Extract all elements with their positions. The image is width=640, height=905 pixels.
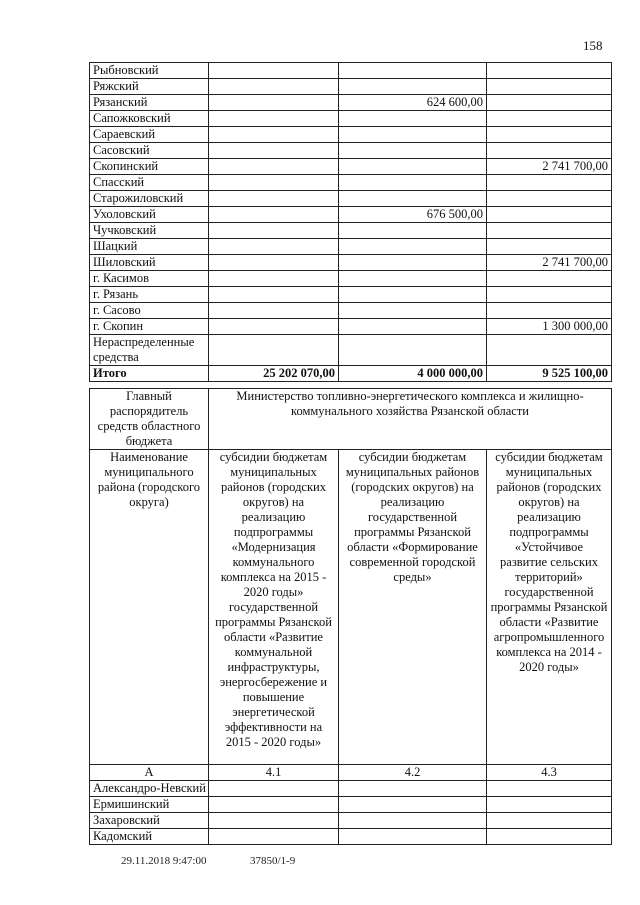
amount-c3 (487, 207, 612, 223)
amount-c3 (487, 143, 612, 159)
amount-cell (209, 797, 339, 813)
amount-c2 (339, 271, 487, 287)
page-number: 158 (583, 38, 603, 53)
municipality-name: Сараевский (90, 127, 209, 143)
amount-c2 (339, 79, 487, 95)
table-row (90, 829, 612, 845)
table-row (90, 95, 612, 111)
amount-c2 (339, 319, 487, 335)
table-row (90, 255, 612, 271)
amount-c2 (339, 143, 487, 159)
table-row (90, 207, 612, 223)
amount-cell (339, 813, 487, 829)
allocation-table-bottom (89, 388, 612, 845)
index-cell-4-1: 4.1 (209, 765, 339, 781)
amount-c1 (209, 271, 339, 287)
municipality-name: г. Касимов (90, 271, 209, 287)
table-row (90, 271, 612, 287)
amount-cell (339, 829, 487, 845)
amount-c2 (339, 335, 487, 366)
amount-c1 (209, 223, 339, 239)
table-row (90, 797, 612, 813)
table-row (90, 781, 612, 797)
footer-timestamp: 29.11.2018 9:47:00 (121, 855, 207, 867)
amount-c1 (209, 95, 339, 111)
amount-c3 (487, 271, 612, 287)
column-title-4-3: субсидии бюджетам муниципальных районов (городских округов) на реализацию подпрограммы «Устойчивое развитие сельских территорий» государственной программы Рязанской области «Развитие агропромышленного комплекса на 2014 - 2020 годы» (487, 450, 612, 765)
amount-c2 (339, 159, 487, 175)
amount-c1 (209, 255, 339, 271)
index-cell-4-2: 4.2 (339, 765, 487, 781)
table-row (90, 127, 612, 143)
amount-c1 (209, 79, 339, 95)
amount-c3 (487, 191, 612, 207)
municipality-name: Рыбновский (90, 63, 209, 79)
amount-c1 (209, 159, 339, 175)
amount-cell (487, 829, 612, 845)
total-c1: 25 202 070,00 (209, 366, 339, 382)
amount-c2 (339, 303, 487, 319)
table-row (90, 175, 612, 191)
column-titles-row (90, 450, 612, 765)
amount-c3 (487, 239, 612, 255)
municipality-name: Старожиловский (90, 191, 209, 207)
amount-c3 (487, 223, 612, 239)
amount-cell (487, 797, 612, 813)
amount-cell (339, 781, 487, 797)
footer-doc-id: 37850/1-9 (250, 855, 296, 867)
amount-cell (209, 829, 339, 845)
table-row (90, 63, 612, 79)
amount-c3 (487, 127, 612, 143)
total-c2: 4 000 000,00 (339, 366, 487, 382)
table-row (90, 319, 612, 335)
amount-c3 (487, 175, 612, 191)
amount-c1 (209, 63, 339, 79)
amount-c2 (339, 223, 487, 239)
table-row (90, 223, 612, 239)
amount-cell (487, 781, 612, 797)
amount-c2 (339, 127, 487, 143)
total-label: Итого (90, 366, 209, 382)
municipality-name: Шиловский (90, 255, 209, 271)
amount-c3 (487, 111, 612, 127)
amount-c1 (209, 175, 339, 191)
table-row (90, 335, 612, 366)
municipality-name: Рязанский (90, 95, 209, 111)
amount-c2 (339, 111, 487, 127)
header-cell-ministry: Министерство топливно-энергетического комплекса и жилищно-коммунального хозяйства Рязанской области (209, 389, 612, 450)
table-row (90, 813, 612, 829)
table-row (90, 239, 612, 255)
table-row (90, 287, 612, 303)
amount-c1 (209, 111, 339, 127)
municipality-name: Ухоловский (90, 207, 209, 223)
amount-c1 (209, 319, 339, 335)
amount-c1 (209, 335, 339, 366)
municipality-name: Скопинский (90, 159, 209, 175)
amount-c3 (487, 79, 612, 95)
municipality-name: г. Сасово (90, 303, 209, 319)
table-row (90, 111, 612, 127)
municipality-name: Спасский (90, 175, 209, 191)
table-row (90, 159, 612, 175)
amount-c1 (209, 127, 339, 143)
header-cell-distributor: Главный распорядитель средств областного бюджета (90, 389, 209, 450)
allocation-table-top (89, 62, 612, 382)
index-row (90, 765, 612, 781)
header-row (90, 389, 612, 450)
amount-c3 (487, 287, 612, 303)
municipality-name: Ермишинский (90, 797, 209, 813)
municipality-name: г. Скопин (90, 319, 209, 335)
column-title-4-1: субсидии бюджетам муниципальных районов (городских округов) на реализацию подпрограммы «Модернизация коммунального комплекса на 2015 - 2020 годы» государственной программы Рязанской области «Развитие коммунальной инфраструктуры, энергосбережение и повышение энергетической эффективности на 2015 - 2020 годы» (209, 450, 339, 765)
municipality-name: Кадомский (90, 829, 209, 845)
amount-c2 (339, 239, 487, 255)
municipality-name: Сапожковский (90, 111, 209, 127)
amount-cell (209, 813, 339, 829)
amount-c3: 1 300 000,00 (487, 319, 612, 335)
total-row (90, 366, 612, 382)
table-row (90, 79, 612, 95)
amount-c2: 624 600,00 (339, 95, 487, 111)
amount-cell (339, 797, 487, 813)
table-row (90, 303, 612, 319)
table-row (90, 191, 612, 207)
amount-c2 (339, 255, 487, 271)
amount-c1 (209, 207, 339, 223)
amount-c1 (209, 239, 339, 255)
amount-c2: 676 500,00 (339, 207, 487, 223)
amount-c3: 2 741 700,00 (487, 159, 612, 175)
municipality-name: Шацкий (90, 239, 209, 255)
amount-c2 (339, 175, 487, 191)
amount-c1 (209, 191, 339, 207)
column-title-4-2: субсидии бюджетам муниципальных районов (городских округов) на реализацию государственной программы Рязанской области «Формирование современной городской среды» (339, 450, 487, 765)
municipality-name: Нераспределенные средства (90, 335, 209, 366)
amount-c2 (339, 287, 487, 303)
amount-cell (487, 813, 612, 829)
amount-c3 (487, 303, 612, 319)
amount-c3 (487, 63, 612, 79)
municipality-name: Чучковский (90, 223, 209, 239)
municipality-name: Александро-Невский (90, 781, 209, 797)
table-row (90, 143, 612, 159)
municipality-name: Сасовский (90, 143, 209, 159)
amount-c2 (339, 191, 487, 207)
municipality-name: Захаровский (90, 813, 209, 829)
municipality-name: г. Рязань (90, 287, 209, 303)
amount-c1 (209, 287, 339, 303)
amount-c3 (487, 335, 612, 366)
total-c3: 9 525 100,00 (487, 366, 612, 382)
amount-c3: 2 741 700,00 (487, 255, 612, 271)
amount-c1 (209, 143, 339, 159)
municipality-name: Ряжский (90, 79, 209, 95)
column-title-municipality: Наименование муниципального района (городского округа) (90, 450, 209, 765)
index-cell-a: А (90, 765, 209, 781)
amount-c2 (339, 63, 487, 79)
amount-c1 (209, 303, 339, 319)
index-cell-4-3: 4.3 (487, 765, 612, 781)
amount-cell (209, 781, 339, 797)
amount-c3 (487, 95, 612, 111)
